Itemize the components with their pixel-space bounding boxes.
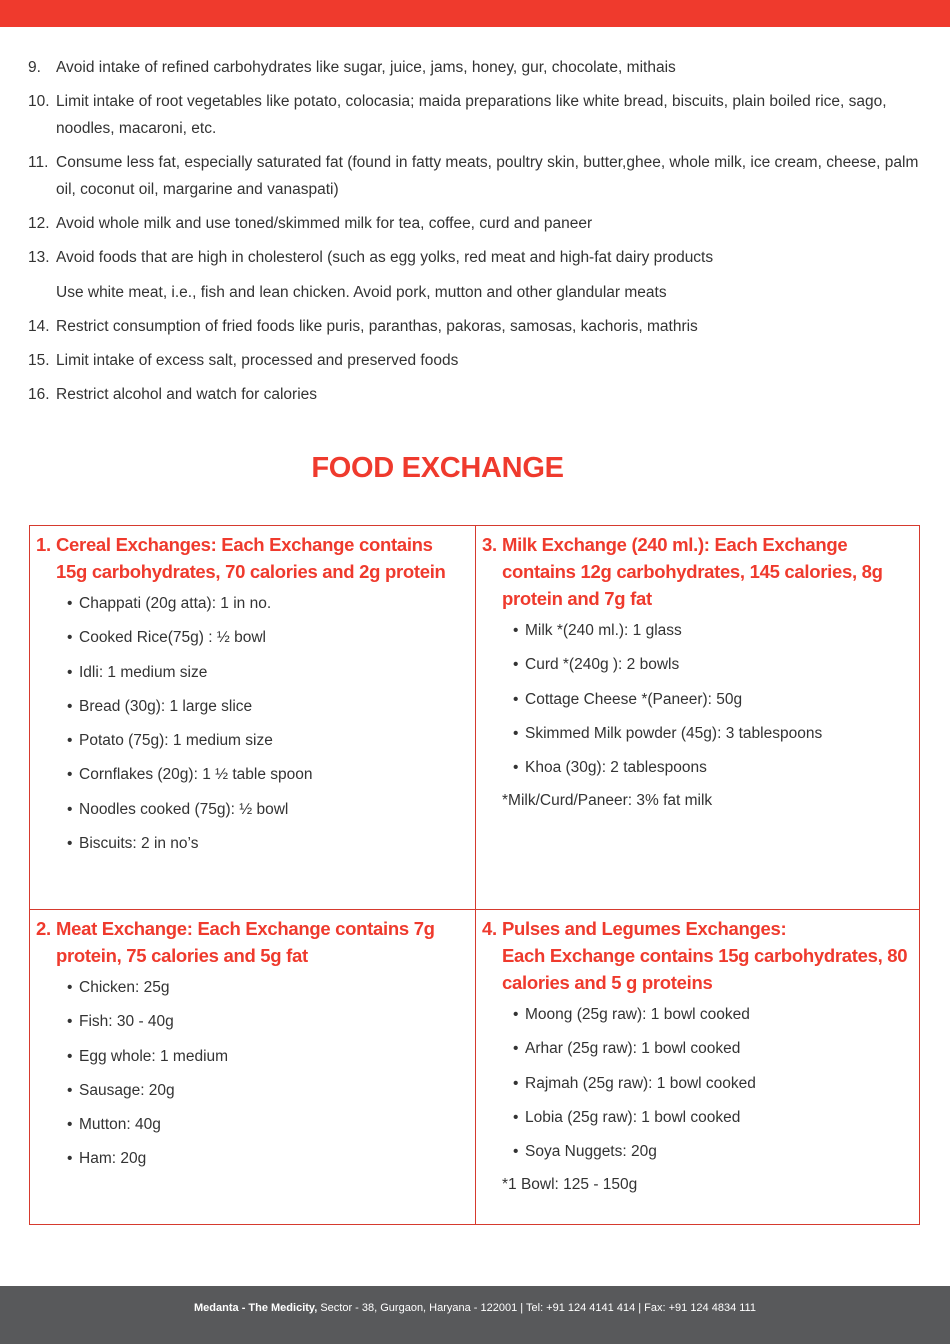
list-item: • Noodles cooked (75g): ½ bowl — [67, 800, 289, 818]
list-item: • Cornflakes (20g): 1 ½ table spoon — [67, 766, 313, 784]
meat-exchange-heading: 2. Meat Exchange: Each Exchange contains 7g protein, 75 calories and 5g fat — [36, 918, 435, 966]
list-item: • Chicken: 25g — [67, 979, 170, 996]
cereal-exchange-list — [36, 593, 475, 855]
food-exchange-table — [29, 525, 920, 1225]
meat-exchange-cell — [30, 910, 476, 1224]
rule-item: 16. Restrict alcohol and watch for calories — [28, 386, 318, 403]
milk-exchange-cell — [476, 526, 919, 910]
rule-item: 10. Limit intake of root vegetables like potato, colocasia; maida preparations like white bread, biscuits, plain boiled rice, sago, noodles, macaroni, etc. — [28, 93, 887, 137]
list-item: • Lobia (25g raw): 1 bowl cooked — [513, 1108, 741, 1126]
footer-brand: Medanta - The Medicity, — [194, 1302, 318, 1314]
list-item: • Ham: 20g — [67, 1150, 147, 1168]
footer-address: Sector - 38, Gurgaon, Haryana - 122001 | Tel: +91 124 4141 414 | Fax: +91 124 4834 111 — [317, 1302, 756, 1314]
list-item: • Rajmah (25g raw): 1 bowl cooked — [513, 1074, 756, 1092]
footer-bar — [0, 1286, 950, 1344]
rule-item: 13. Avoid foods that are high in cholesterol (such as egg yolks, red meat and high-fat dairy products Use white meat, i.e., fish and lean chicken. Avoid pork, mutton and other glandular meats — [28, 244, 928, 306]
list-item: • Skimmed Milk powder (45g): 3 tablespoons — [513, 724, 823, 742]
pulses-heading-line2: Each Exchange contains 15g carbohydrates, 80 calories and 5 g proteins — [502, 945, 908, 993]
list-item: • Moong (25g raw): 1 bowl cooked — [513, 1006, 750, 1023]
rule-extra-text: Use white meat, i.e., fish and lean chicken. Avoid pork, mutton and other glandular meats — [56, 284, 667, 301]
milk-note: *Milk/Curd/Paneer: 3% fat milk — [502, 792, 713, 810]
list-item: • Curd *(240g ): 2 bowls — [513, 656, 680, 674]
rule-item: 9. Avoid intake of refined carbohydrates like sugar, juice, jams, honey, gur, chocolate, mithais — [28, 59, 676, 76]
section-title: FOOD EXCHANGE — [311, 452, 564, 484]
list-item: • Sausage: 20g — [67, 1081, 175, 1099]
diet-rules-list — [28, 54, 928, 415]
list-item: • Arhar (25g raw): 1 bowl cooked — [513, 1040, 741, 1058]
pulses-heading-line1: Pulses and Legumes Exchanges: — [502, 918, 787, 939]
list-item: • Potato (75g): 1 medium size — [67, 732, 273, 750]
list-item: • Mutton: 40g — [67, 1116, 161, 1134]
rule-item: 14. Restrict consumption of fried foods like puris, paranthas, pakoras, samosas, kachoris, mathris — [28, 318, 698, 335]
pulses-exchange-list — [482, 1004, 919, 1163]
rule-item: 15. Limit intake of excess salt, processed and preserved foods — [28, 352, 459, 369]
list-item: • Cottage Cheese *(Paneer): 50g — [513, 690, 743, 708]
rule-item: 11. Consume less fat, especially saturated fat (found in fatty meats, poultry skin, butter,ghee, whole milk, ice cream, cheese, palm oil, coconut oil, margarine and vanaspati) — [28, 154, 919, 198]
rule-text: Avoid foods that are high in cholesterol (such as egg yolks, red meat and high-fat dairy products — [56, 249, 714, 266]
list-item: • Biscuits: 2 in no’s — [67, 835, 199, 853]
list-item: • Idli: 1 medium size — [67, 663, 208, 681]
list-item: • Bread (30g): 1 large slice — [67, 697, 253, 715]
pulses-exchange-cell — [476, 910, 919, 1224]
milk-exchange-list — [482, 620, 919, 779]
top-color-bar — [0, 0, 950, 27]
pulses-exchange-heading: 4. Pulses and Legumes Exchanges: Each Exchange contains 15g carbohydrates, 80 calories and 5 g proteins — [482, 918, 908, 993]
list-item: • Cooked Rice(75g) : ½ bowl — [67, 629, 266, 647]
pulses-note: *1 Bowl: 125 - 150g — [502, 1176, 638, 1194]
cereal-exchange-heading: 1. Cereal Exchanges: Each Exchange contains 15g carbohydrates, 70 calories and 2g protein — [36, 534, 446, 582]
cereal-exchange-cell — [30, 526, 476, 910]
rule-item: 12. Avoid whole milk and use toned/skimmed milk for tea, coffee, curd and paneer — [28, 215, 593, 232]
milk-exchange-heading: 3. Milk Exchange (240 ml.): Each Exchange contains 12g carbohydrates, 145 calories, 8g protein and 7g fat — [482, 534, 883, 609]
list-item: • Chappati (20g atta): 1 in no. — [67, 595, 272, 612]
list-item: • Fish: 30 - 40g — [67, 1013, 174, 1031]
list-item: • Khoa (30g): 2 tablespoons — [513, 759, 707, 777]
list-item: • Milk *(240 ml.): 1 glass — [513, 622, 682, 639]
meat-exchange-list — [36, 977, 475, 1170]
list-item: • Egg whole: 1 medium — [67, 1047, 229, 1065]
list-item: • Soya Nuggets: 20g — [513, 1143, 657, 1161]
